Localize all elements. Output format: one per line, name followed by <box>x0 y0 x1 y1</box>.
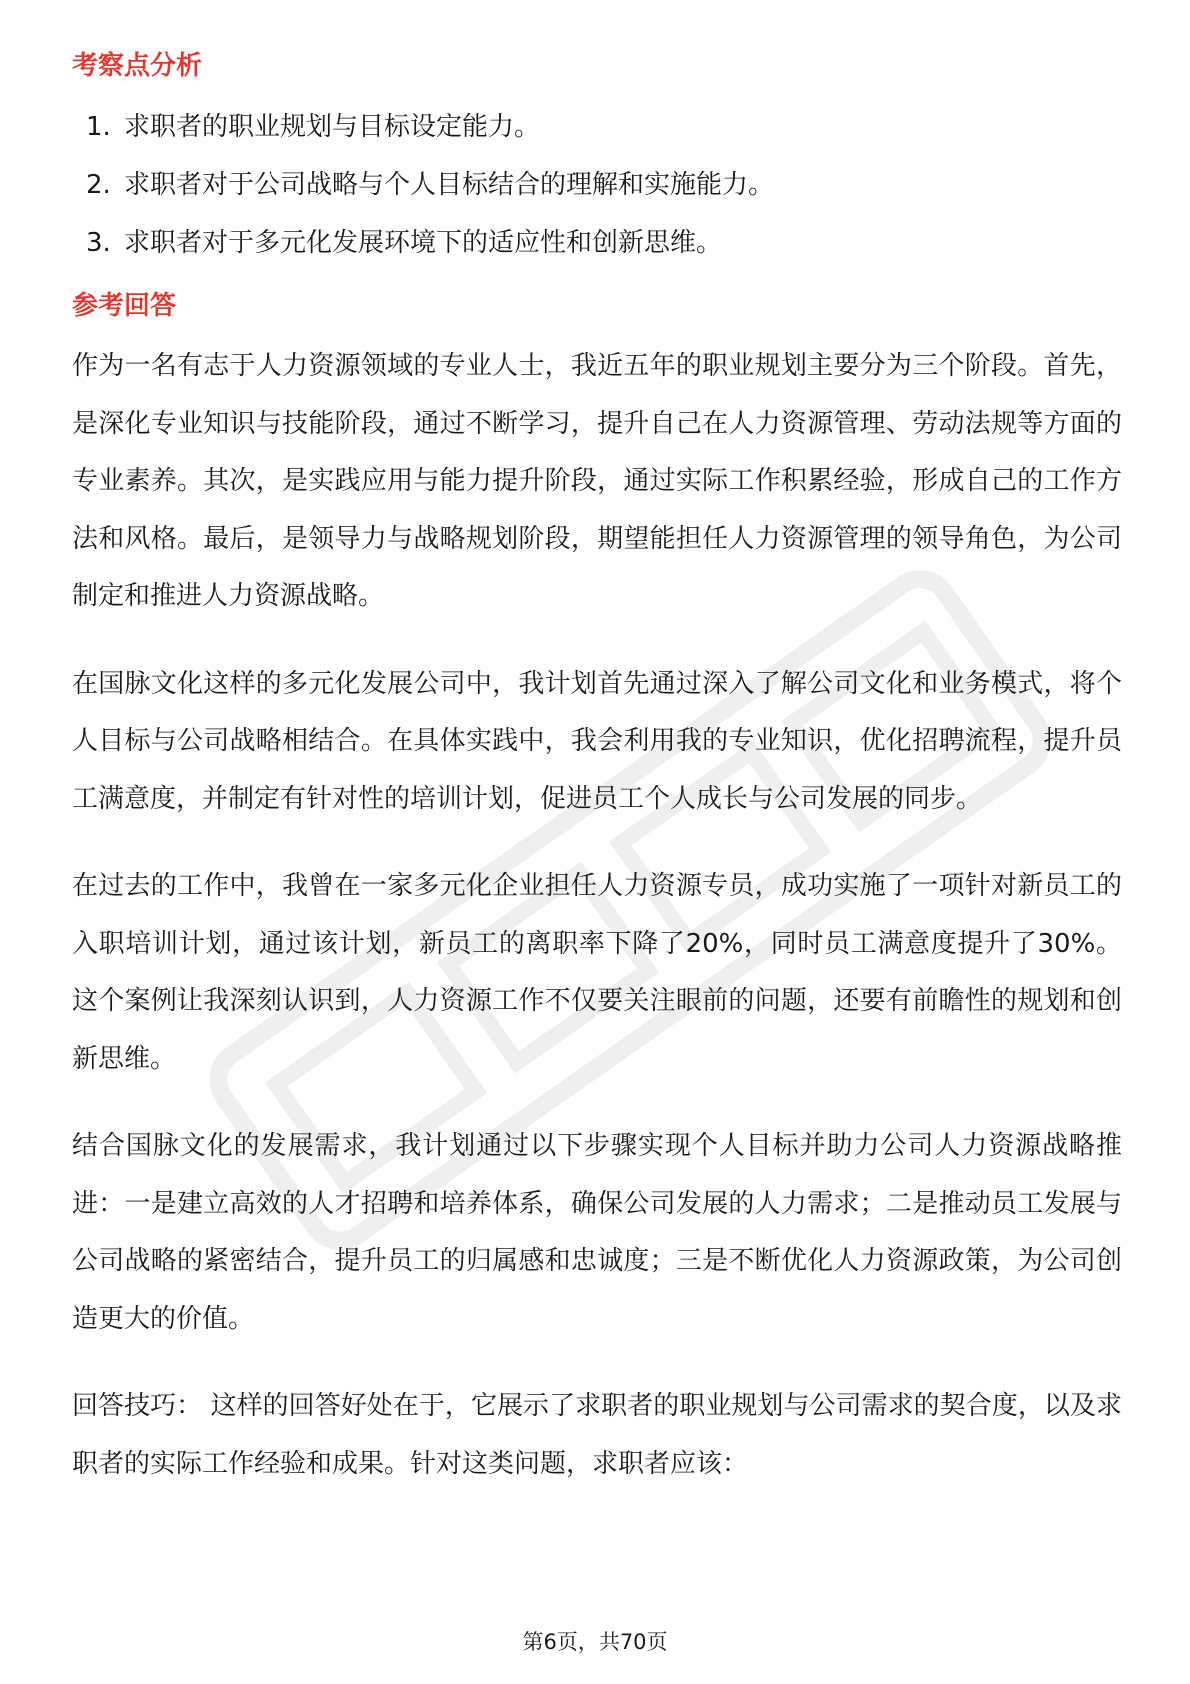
section-title-analysis: 考察点分析 <box>72 51 203 81</box>
answer-paragraph: 结合国脉文化的发展需求，我计划通过以下步骤实现个人目标并助力公司人力资源战略推进：一是建立高效的人才招聘和培养体系，确保公司发展的人力需求；二是推动员工发展与公司战略的紧密结合，提升员工的归属感和忠诚度；三是不断优化人力资源政策，为公司创造更大的价值。 <box>72 1131 1122 1334</box>
list-item-number: 3. <box>86 228 111 258</box>
list-item <box>72 214 1122 272</box>
answer-paragraph: 在过去的工作中，我曾在一家多元化企业担任人力资源专员，成功实施了一项针对新员工的入职培训计划，通过该计划，新员工的离职率下降了20%，同时员工满意度提升了30%。这个案例让我深刻认识到，人力资源工作不仅要关注眼前的问题，还要有前瞻性的规划和创新思维。 <box>72 871 1122 1074</box>
page-number: 第6页，共70页 <box>522 1630 668 1654</box>
list-item-text: 求职者对于多元化发展环境下的适应性和创新思维。 <box>124 228 723 258</box>
list-item-text: 求职者的职业规划与目标设定能力。 <box>124 112 541 142</box>
list-item <box>72 98 1122 156</box>
list-item <box>72 156 1122 214</box>
answer-paragraph: 在国脉文化这样的多元化发展公司中，我计划首先通过深入了解公司文化和业务模式，将个人目标与公司战略相结合。在具体实践中，我会利用我的专业知识，优化招聘流程，提升员工满意度，并制定有针对性的培训计划，促进员工个人成长与公司发展的同步。 <box>72 668 1122 814</box>
document-body <box>72 46 1122 1493</box>
answer-paragraph: 作为一名有志于人力资源领域的专业人士，我近五年的职业规划主要分为三个阶段。首先，是深化专业知识与技能阶段，通过不断学习，提升自己在人力资源管理、劳动法规等方面的专业素养。其次，是实践应用与能力提升阶段，通过实际工作积累经验，形成自己的工作方法和风格。最后，是领导力与战略规划阶段，期望能担任人力资源管理的领导角色，为公司制定和推进人力资源战略。 <box>72 351 1122 611</box>
list-item-number: 1. <box>86 112 111 142</box>
list-item-text: 求职者对于公司战略与个人目标结合的理解和实施能力。 <box>124 170 775 200</box>
answer-tips-paragraph: 回答技巧： 这样的回答好处在于，它展示了求职者的职业规划与公司需求的契合度，以及求职者的实际工作经验和成果。针对这类问题，求职者应该： <box>72 1391 1122 1479</box>
section-title-reference-answer: 参考回答 <box>72 291 177 321</box>
analysis-list <box>72 98 1122 272</box>
list-item-number: 2. <box>86 170 111 200</box>
